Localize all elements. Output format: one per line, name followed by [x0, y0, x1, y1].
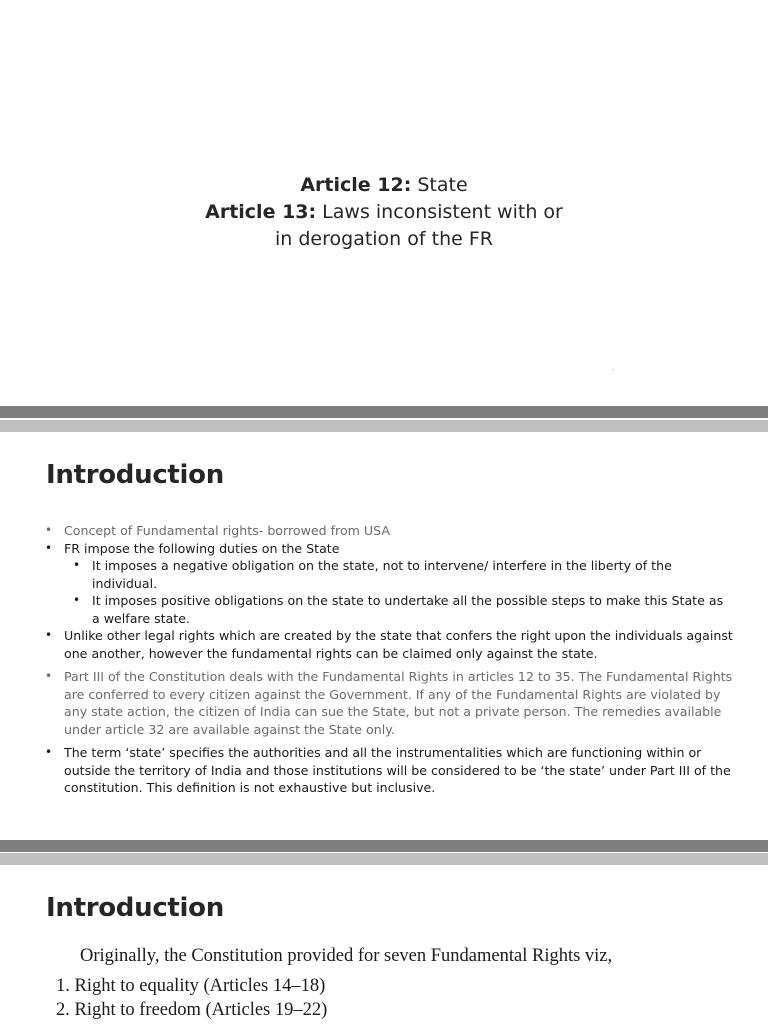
slide-title	[0, 0, 768, 406]
article13-text-line2: in derogation of the FR	[275, 228, 493, 250]
list-item: • Part III of the Constitution deals with the Fundamental Rights in articles 12 to 35. The Fundamental Rights are conferred to every citizen against the Government. If any of the Fundamental Rights are violated by any state action, the citizen of India can sue the State, but not a private person. The remedies available under article 32 are available against the State only.	[44, 668, 734, 738]
bullet-list	[44, 522, 734, 797]
slide-divider-dark	[0, 406, 768, 418]
list-item: • It imposes a negative obligation on the state, not to intervene/ interfere in the liberty of the individual.	[72, 557, 734, 592]
slide-mark: -	[612, 366, 615, 373]
list-item: • FR impose the following duties on the State	[44, 540, 734, 558]
rights-list	[56, 974, 327, 1022]
list-item: • Concept of Fundamental rights- borrowed from USA	[44, 522, 734, 540]
slide-introduction-1	[0, 432, 768, 840]
article13-label: Article 13:	[205, 201, 317, 223]
article12-text: State	[417, 174, 468, 196]
article13-text-line1: Laws inconsistent with or	[322, 201, 563, 223]
list-item: • The term ‘state’ specifies the authorities and all the instrumentalities which are functioning within or outside the territory of India and those institutions will be considered to be ‘the state’ under Part III of the constitution. This definition is not exhaustive but inclusive.	[44, 744, 734, 797]
slide-heading: Introduction	[46, 893, 224, 923]
slide-divider-light	[0, 420, 768, 432]
slide-divider-light	[0, 853, 768, 865]
list-item: 1. Right to equality (Articles 14–18)	[56, 976, 326, 996]
intro-text: Originally, the Constitution provided for seven Fundamental Rights viz,	[80, 946, 613, 966]
title-block	[0, 172, 768, 253]
list-item: • Unlike other legal rights which are created by the state that confers the right upon the individuals against one another, however the fundamental rights can be claimed only against the state.	[44, 627, 734, 662]
slide-heading: Introduction	[46, 460, 224, 490]
article12-label: Article 12:	[300, 174, 412, 196]
article13-line	[0, 199, 768, 226]
list-item: • It imposes positive obligations on the state to undertake all the possible steps to make this State as a welfare state.	[72, 592, 734, 627]
article12-line	[0, 172, 768, 199]
list-item: 2. Right to freedom (Articles 19–22)	[56, 1000, 328, 1020]
slide-divider-dark	[0, 840, 768, 852]
